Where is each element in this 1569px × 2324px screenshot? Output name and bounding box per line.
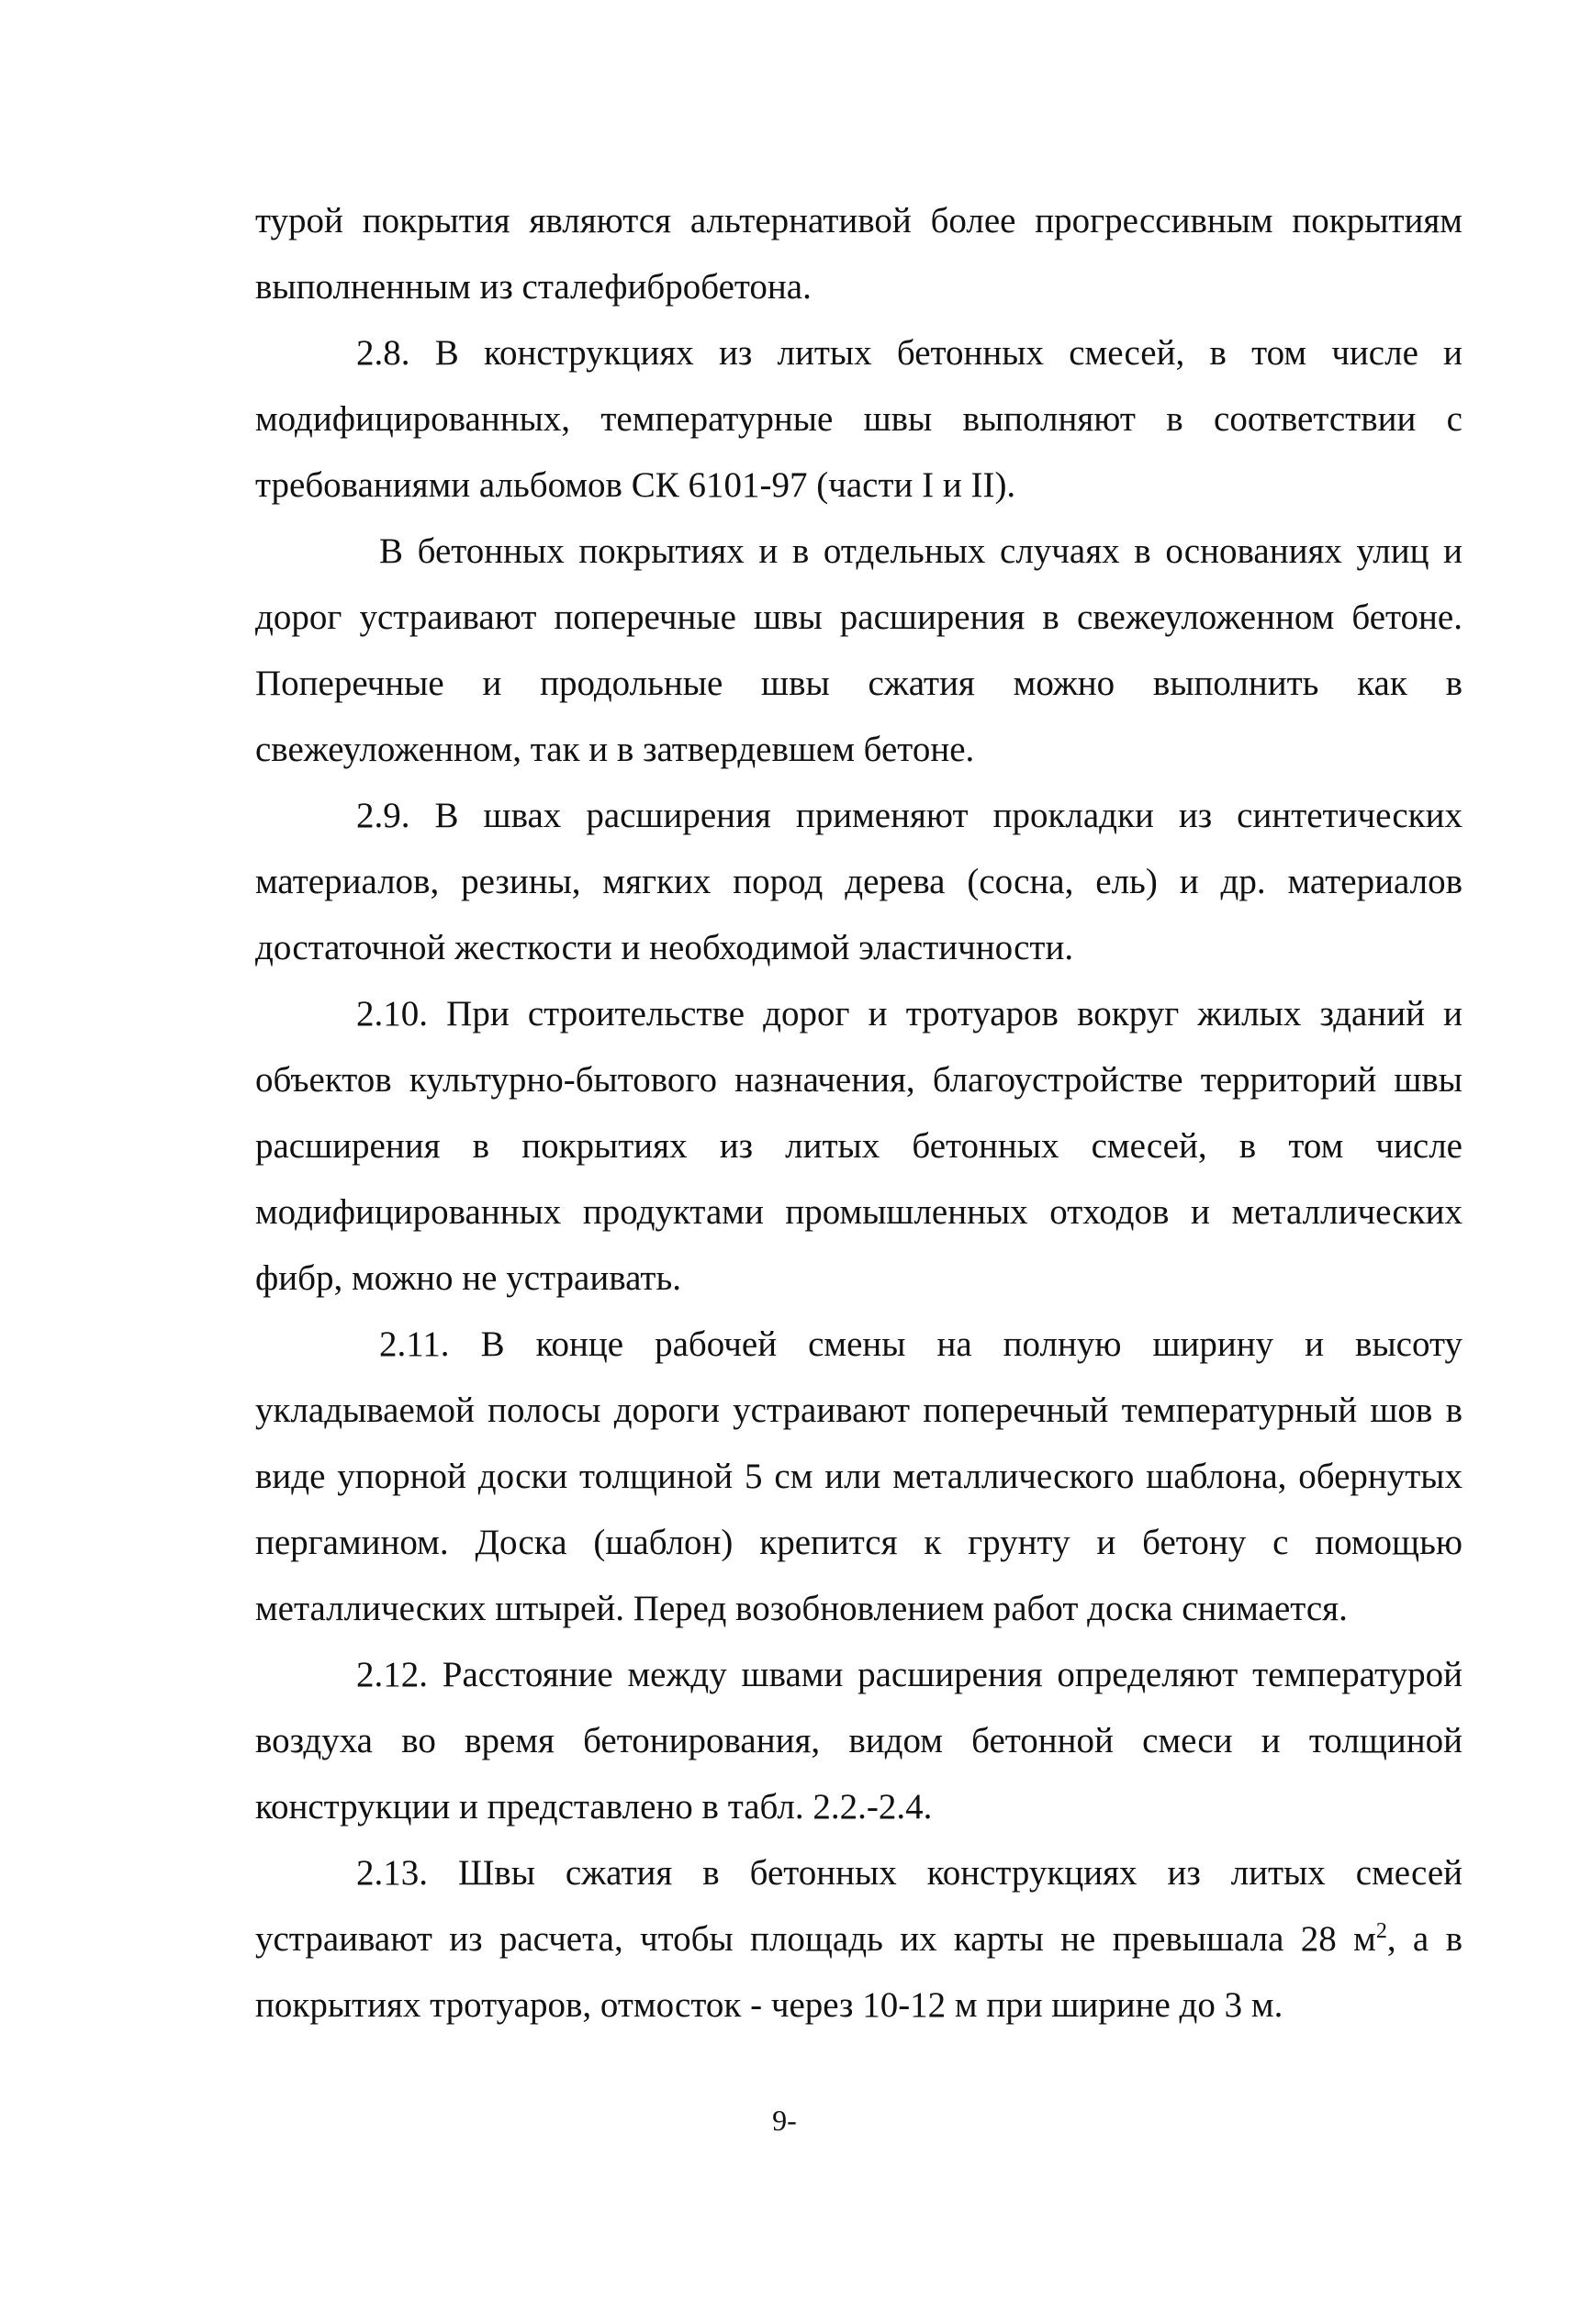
paragraph-2-13 bbox=[255, 1840, 1463, 2039]
paragraph-continuation: турой покрытия являются альтернативой более прогрессивным покрытиям выполненным из сталефибробетона. bbox=[255, 201, 1463, 307]
paragraph-2-12: 2.12. Расстояние между швами расширения определяют температурой воздуха во время бетонирования, видом бетонной смеси и толщиной конструкции и представлено в табл. 2.2.-2.4. bbox=[255, 1655, 1463, 1827]
paragraph-2-13-text-before: 2.13. Швы сжатия в бетонных конструкциях из литых смесей устраивают из расчета, чтобы площадь их карты не превышала 28 м bbox=[255, 1853, 1463, 1959]
paragraph-2-8: 2.8. В конструкциях из литых бетонных смесей, в том числе и модифицированных, температурные швы выполняют в соответствии с требованиями альбомов СК 6101-97 (части I и II). bbox=[255, 333, 1463, 505]
page-number: 9- bbox=[772, 2104, 797, 2137]
paragraph-2-9: 2.9. В швах расширения применяют прокладки из синтетических материалов, резины, мягких пород дерева (сосна, ель) и др. материалов достаточной жесткости и необходимой эластичности. bbox=[255, 796, 1463, 967]
paragraph-2-13-text-after: , а в покрытиях тротуаров, отмосток - через 10-12 м при ширине до 3 м. bbox=[255, 1919, 1463, 2025]
body-text bbox=[255, 188, 1463, 2039]
paragraph-2-8-expansion-joints: В бетонных покрытиях и в отдельных случаях в основаниях улиц и дорог устраивают поперечные швы расширения в свежеуложенном бетоне. Поперечные и продольные швы сжатия можно выполнить как в свежеуложенном, так и в затвердевшем бетоне. bbox=[255, 531, 1463, 769]
superscript-square: 2 bbox=[1375, 1919, 1387, 1943]
paragraph-2-10: 2.10. При строительстве дорог и тротуаров вокруг жилых зданий и объектов культурно-бытового назначения, благоустройстве территорий швы расширения в покрытиях из литых бетонных смесей, в том числе модифицированных продуктами промышленных отходов и металлических фибр, можно не устраивать. bbox=[255, 994, 1463, 1298]
paragraph-2-11: 2.11. В конце рабочей смены на полную ширину и высоту укладываемой полосы дороги устраивают поперечный температурный шов в виде упорной доски толщиной 5 см или металлического шаблона, обернутых пергамином. Доска (шаблон) крепится к грунту и бетону с помощью металлических штырей. Перед возобновлением работ доска снимается. bbox=[255, 1324, 1463, 1628]
